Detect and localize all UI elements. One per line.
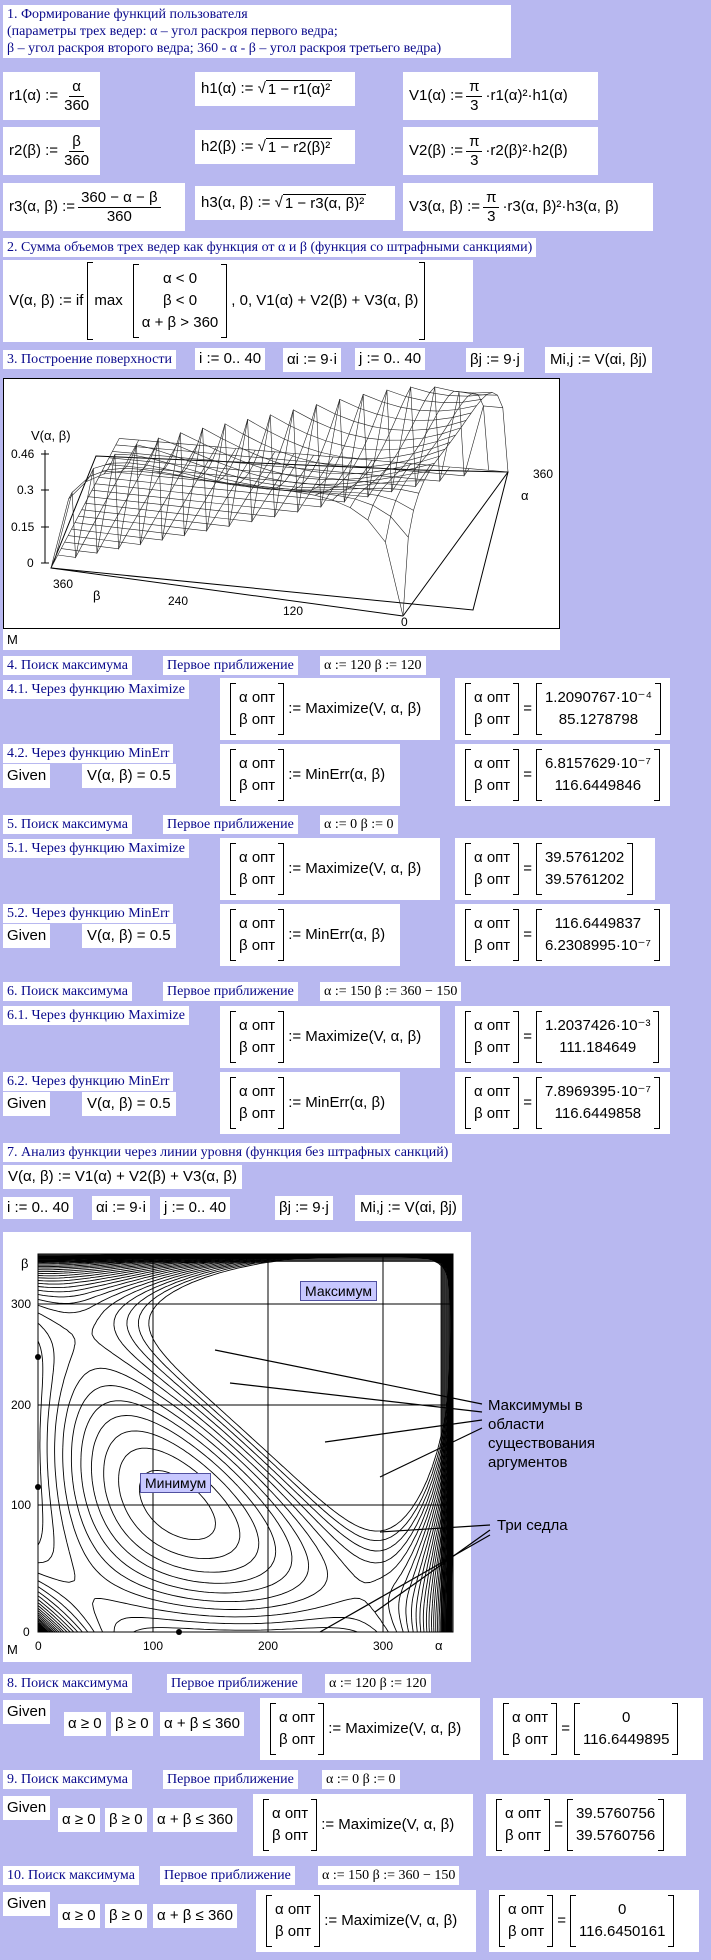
section-9-init: α := 0 β := 0 [322,1770,400,1789]
alpha-axis-label: α [521,488,529,503]
constraint-10-c[interactable]: α + β ≤ 360 [153,1904,237,1928]
constraint-8-c[interactable]: α + β ≤ 360 [160,1712,244,1736]
result-5-1-a: 39.5761202 [544,849,625,866]
result-6-2-b: 116.6449858 [554,1105,642,1122]
maximize-10[interactable]: α опт β опт := Maximize(V, α, β) [256,1890,476,1952]
section-4-approx: Первое приближение [163,656,298,675]
constraint-5-2[interactable]: V(α, β) = 0.5 [82,924,176,948]
constraint-8-b[interactable]: β ≥ 0 [111,1712,153,1736]
section-5-approx: Первое приближение [163,815,298,834]
result-4-1-b: 85.1278798 [558,711,639,728]
section-8-approx: Первое приближение [167,1674,302,1693]
section-6-1-heading: 6.1. Через функцию Maximize [3,1006,189,1025]
contour-caption: M [7,1642,18,1657]
z-axis-label: V(α, β) [31,428,71,443]
formula-h1[interactable]: h1(α) := √ 1 − r1(α)² [195,72,355,106]
range-j[interactable]: j := 0.. 40 [355,348,425,370]
minerr-4-2[interactable]: α опт β опт := MinErr(α, β) [220,744,400,806]
result-4-2-a: 6.8157629·10⁻⁷ [544,755,651,772]
def-beta-j-7[interactable]: βj := 9·j [275,1196,333,1220]
contour-xtick-3: 300 [373,1639,394,1653]
section-4-init: α := 120 β := 120 [320,656,426,675]
maximize-6-1[interactable]: α опт β опт := Maximize(V, α, β) [220,1006,440,1068]
result-8-b: 116.6449895 [582,1731,670,1748]
section-4-2-heading: 4.2. Через функцию MinErr [3,744,173,763]
note-saddles: Три седла [497,1517,568,1534]
result-9-a: 39.5760756 [575,1805,656,1822]
surface-plot-svg [3,378,560,650]
formula-r2[interactable]: r2(β) := $\frac{\beta}{360}$ [3,127,100,175]
section-1-heading [3,5,511,58]
section-6-2-heading: 6.2. Через функцию MinErr [3,1072,173,1091]
result-10[interactable]: α опт β опт = 0 116.6450161 [489,1890,699,1952]
section-3-heading: 3. Построение поверхности [3,350,176,369]
result-8[interactable]: α опт β опт = 0 116.6449895 [493,1698,703,1760]
def-v-no-penalty[interactable]: V(α, β) := V1(α) + V2(β) + V3(α, β) [3,1165,242,1189]
result-10-b: 116.6450161 [578,1923,666,1940]
contour-annotation-arrows [0,1232,711,1662]
given-4-2[interactable]: Given [3,764,50,788]
result-6-1-b: 111.184649 [559,1039,637,1056]
contour-xtick-0: 0 [35,1639,42,1653]
section-1-line3: β – угол раскроя второго ведра; 360 - α - β – угол раскроя третьего ведра) [7,41,442,56]
constraint-9-a[interactable]: α ≥ 0 [58,1808,100,1832]
result-6-1[interactable]: α опт β опт = 1.2037426·10⁻³ 111.184649 [455,1006,670,1068]
def-alpha-i[interactable]: αi := 9·i [283,348,341,372]
formula-r3[interactable]: r3(α, β) := $\frac{360 - \alpha - \beta}{360}$ [3,183,185,231]
result-4-1-a: 1.2090767·10⁻⁴ [544,689,652,706]
result-5-1-b: 39.5761202 [544,871,625,888]
z-tick-2: 0.15 [11,520,35,534]
given-6-2[interactable]: Given [3,1092,50,1116]
section-5-init: α := 0 β := 0 [320,815,398,834]
contour-xtick-2: 200 [258,1639,279,1653]
formula-v-penalty[interactable]: V(α, β) := if max α < 0 β < 0 α + β > 360 , 0, V1(α) + V2(β) + V3(α, β) [3,260,473,342]
given-9[interactable]: Given [3,1796,50,1820]
given-5-2[interactable]: Given [3,924,50,948]
section-4-1-heading: 4.1. Через функцию Maximize [3,680,189,699]
z-tick-0: 0.46 [11,447,35,461]
section-8-init: α := 120 β := 120 [325,1674,431,1693]
tag-minimum: Минимум [140,1473,211,1493]
section-9-approx: Первое приближение [163,1770,298,1789]
section-5-1-heading: 5.1. Через функцию Maximize [3,839,189,858]
def-beta-j[interactable]: βj := 9·j [466,348,524,372]
beta-axis-label: β [93,588,101,603]
minerr-5-2[interactable]: α опт β опт := MinErr(α, β) [220,904,400,966]
range-i[interactable]: i := 0.. 40 [195,348,265,370]
result-9-b: 39.5760756 [575,1827,656,1844]
result-4-1[interactable]: α опт β опт = 1.2090767·10⁻⁴ 85.1278798 [455,678,670,740]
result-5-2-a: 116.6449837 [554,915,642,932]
given-8[interactable]: Given [3,1700,50,1724]
beta-tick-0: 360 [53,577,74,591]
formula-v2[interactable]: V2(β) := $\frac{\pi}{3}$ ·r2(β)²·h2(β) [403,127,598,175]
formula-r1[interactable]: r1(α) := $\frac{\alpha}{360}$ [3,72,100,120]
result-4-2[interactable]: α опт β опт = 6.8157629·10⁻⁷ 116.6449846 [455,744,670,806]
range-j-7[interactable]: j := 0.. 40 [160,1197,230,1219]
result-10-a: 0 [618,1901,627,1918]
section-6-init: α := 150 β := 360 − 150 [320,982,461,1001]
maximize-5-1[interactable]: α опт β опт := Maximize(V, α, β) [220,838,440,900]
beta-tick-3: 0 [401,615,408,629]
section-4-heading: 4. Поиск максимума [3,656,132,675]
surface-plot[interactable] [3,378,560,650]
result-5-2-b: 6.2308995·10⁻⁷ [544,937,651,954]
contour-ytick-1: 200 [11,1398,32,1412]
def-m-7[interactable]: Mi,j := V(αi, βj) [355,1195,462,1221]
constraint-8-a[interactable]: α ≥ 0 [64,1712,106,1736]
surface-caption: M [7,632,18,647]
beta-tick-1: 240 [168,594,189,608]
result-9[interactable]: α опт β опт = 39.5760756 39.5760756 [486,1794,686,1856]
contour-ytick-0: 300 [11,1297,32,1311]
section-9-heading: 9. Поиск максимума [3,1770,132,1789]
contour-xtick-1: 100 [143,1639,164,1653]
constraint-10-b[interactable]: β ≥ 0 [105,1904,147,1928]
minerr-6-2[interactable]: α опт β опт := MinErr(α, β) [220,1072,400,1134]
constraint-6-2[interactable]: V(α, β) = 0.5 [82,1092,176,1116]
formula-v3[interactable]: V3(α, β) := $\frac{\pi}{3}$ ·r3(α, β)²·h3(α, β) [403,183,653,231]
range-i-7[interactable]: i := 0.. 40 [3,1197,73,1219]
result-6-1-a: 1.2037426·10⁻³ [544,1017,651,1034]
section-1-line2: (параметры трех ведер: α – угол раскроя первого ведра; [7,24,338,39]
contour-ytick-2: 100 [11,1498,32,1512]
section-10-approx: Первое приближение [160,1866,295,1885]
result-5-1[interactable]: α опт β опт = 39.5761202 39.5761202 [455,838,655,900]
beta-tick-2: 120 [283,604,304,618]
constraint-4-2[interactable]: V(α, β) = 0.5 [82,764,176,788]
section-8-heading: 8. Поиск максимума [3,1674,132,1693]
section-5-2-heading: 5.2. Через функцию MinErr [3,904,173,923]
maximize-8[interactable]: α опт β опт := Maximize(V, α, β) [260,1698,480,1760]
maximize-4-1[interactable]: α опт β опт := Maximize(V, α, β) [220,678,440,740]
section-6-approx: Первое приближение [163,982,298,1001]
tag-maximum: Максимум [300,1281,377,1301]
contour-beta-label: β [21,1256,29,1271]
given-10[interactable]: Given [3,1892,50,1916]
contour-alpha-label: α [435,1638,443,1653]
note-maxima: Максимумы в области существования аргументов [488,1397,595,1471]
formula-h2[interactable]: h2(β) := √ 1 − r2(β)² [195,130,355,164]
maximize-9[interactable]: α опт β опт := Maximize(V, α, β) [253,1794,473,1856]
section-6-heading: 6. Поиск максимума [3,982,132,1001]
section-1-title: 1. Формирование функций пользователя [7,7,248,22]
result-6-2-a: 7.8969395·10⁻⁷ [544,1083,651,1100]
section-5-heading: 5. Поиск максимума [3,815,132,834]
contour-ytick-3: 0 [23,1625,30,1639]
alpha-tick-0: 360 [533,467,554,481]
section-2-heading: 2. Сумма объемов трех ведер как функция от α и β (функция со штрафными санкциями) [3,238,536,257]
section-7-heading: 7. Анализ функции через линии уровня (функция без штрафных санкций) [3,1143,452,1162]
z-tick-1: 0.3 [17,483,34,497]
constraint-9-c[interactable]: α + β ≤ 360 [153,1808,237,1832]
constraint-10-a[interactable]: α ≥ 0 [58,1904,100,1928]
constraint-9-b[interactable]: β ≥ 0 [105,1808,147,1832]
formula-h3[interactable]: h3(α, β) := √ 1 − r3(α, β)² [195,186,395,220]
section-10-heading: 10. Поиск максимума [3,1866,139,1885]
section-10-init: α := 150 β := 360 − 150 [318,1866,459,1885]
formula-v1[interactable]: V1(α) := $\frac{\pi}{3}$ ·r1(α)²·h1(α) [403,72,598,120]
def-m[interactable]: Mi,j := V(αi, βj) [545,347,652,373]
result-5-2[interactable]: α опт β опт = 116.6449837 6.2308995·10⁻⁷ [455,904,670,966]
result-4-2-b: 116.6449846 [554,777,642,794]
result-8-a: 0 [622,1709,631,1726]
result-6-2[interactable]: α опт β опт = 7.8969395·10⁻⁷ 116.6449858 [455,1072,670,1134]
def-alpha-i-7[interactable]: αi := 9·i [92,1196,150,1220]
z-tick-3: 0 [27,556,34,570]
